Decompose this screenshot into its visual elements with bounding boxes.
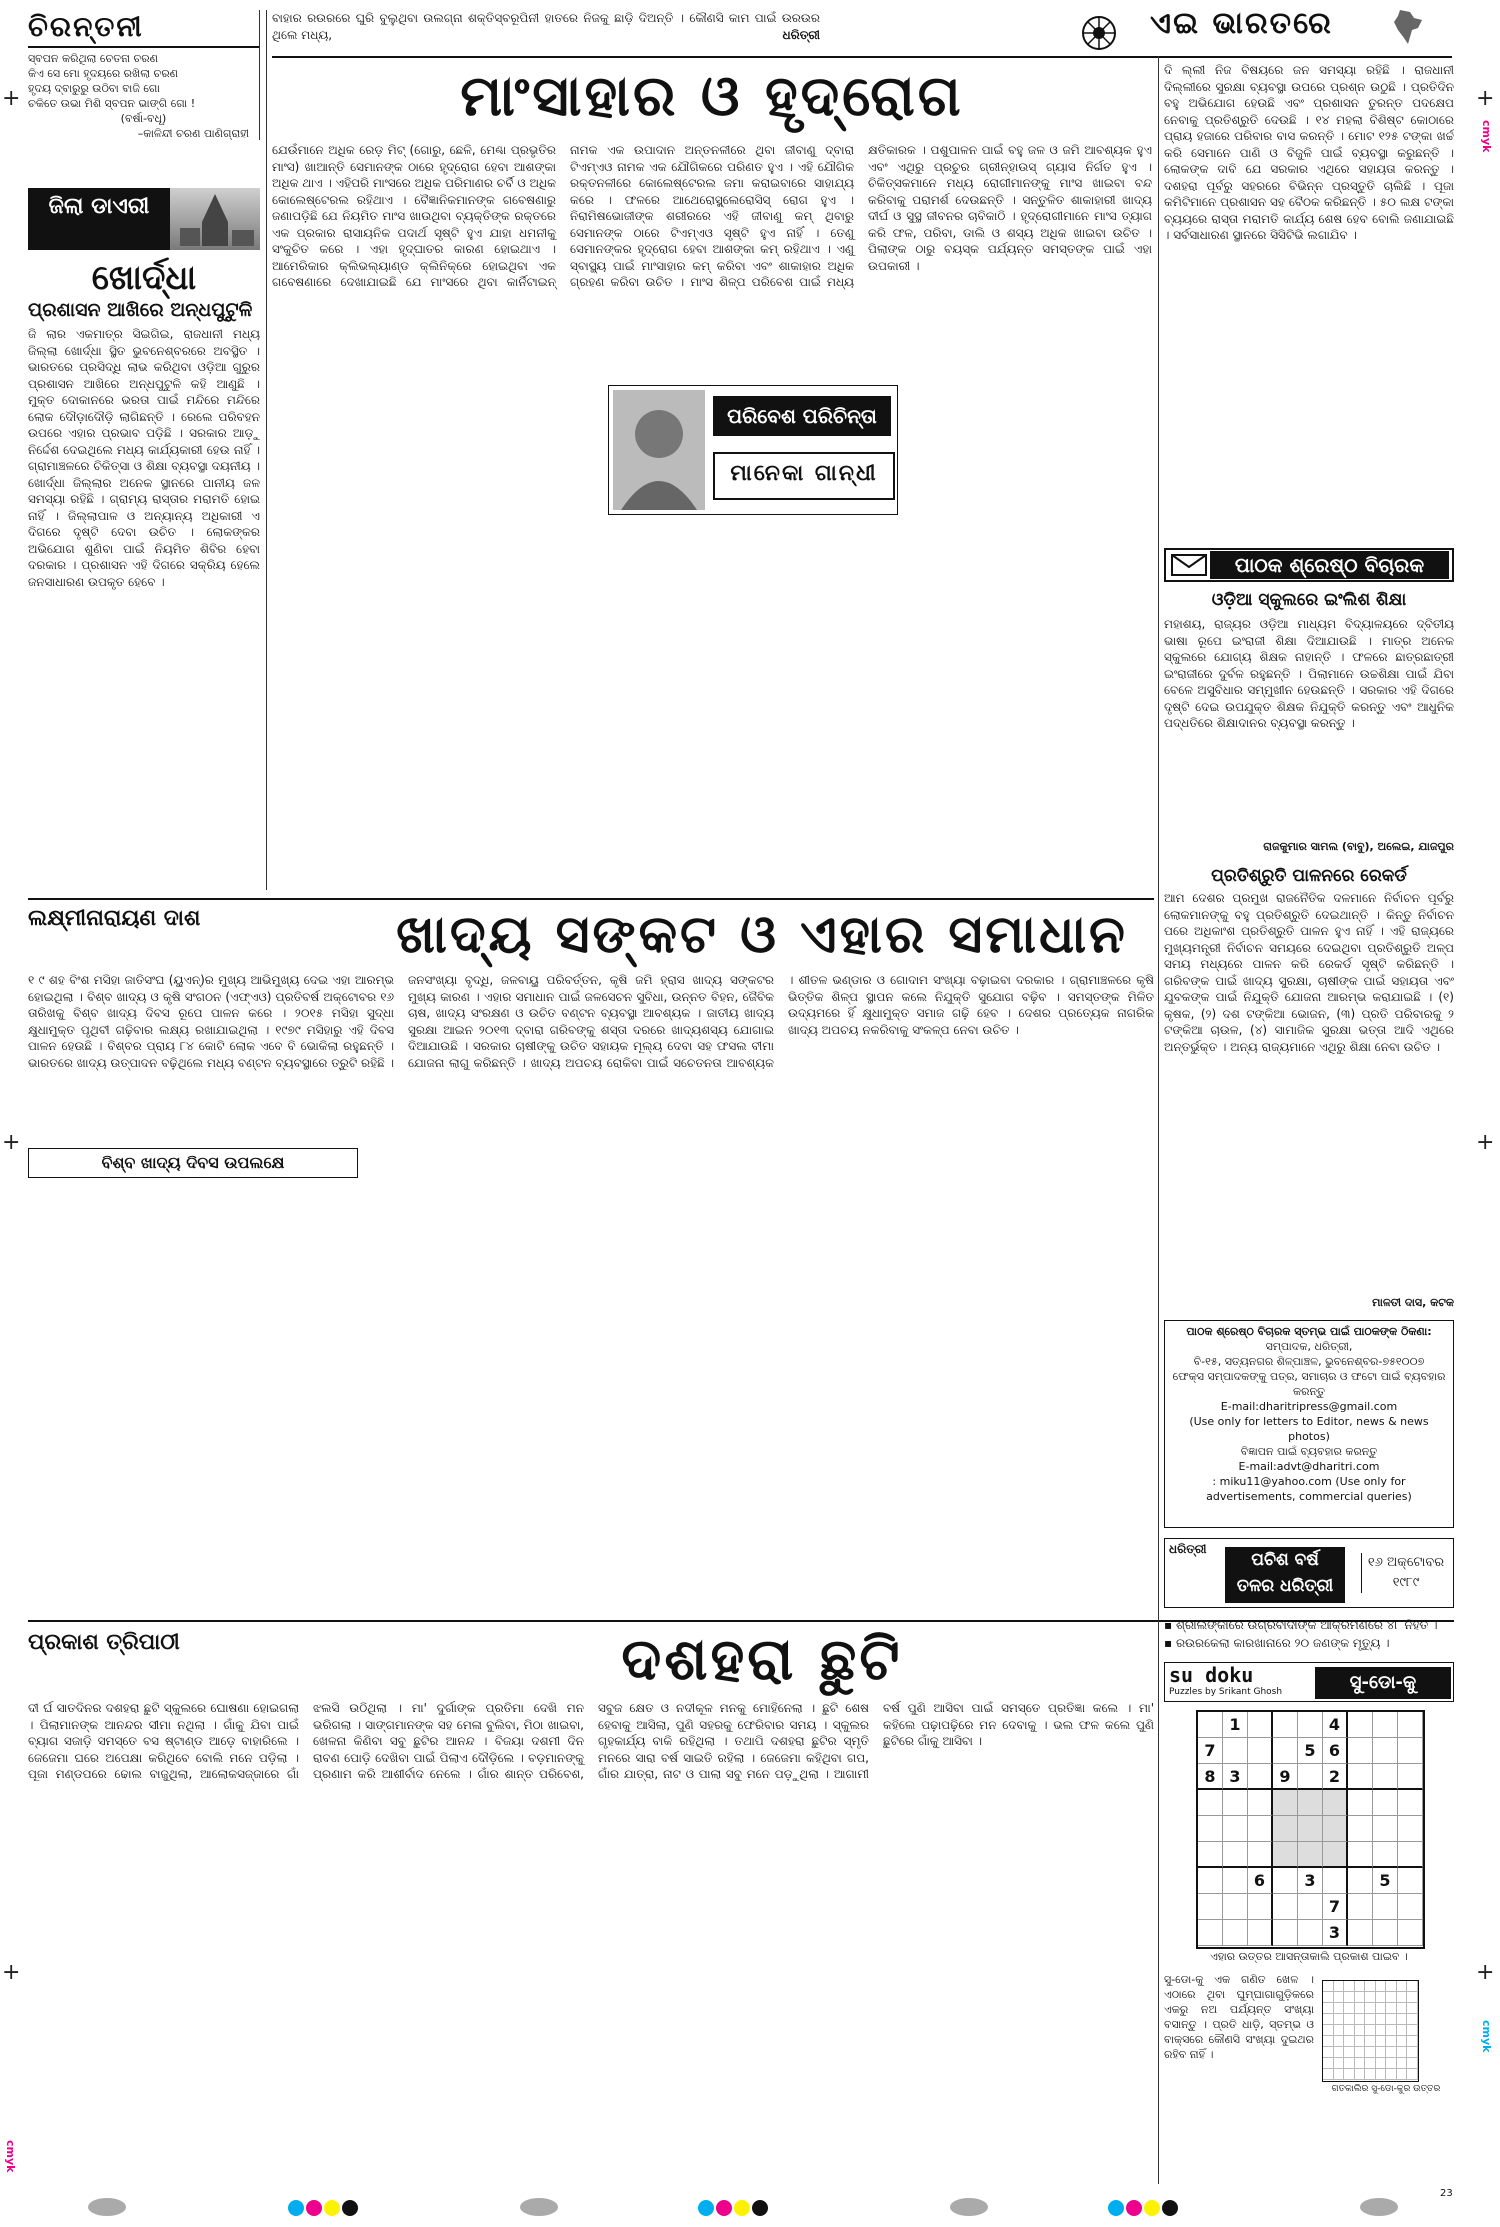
sudoku-cell[interactable] [1323, 1790, 1348, 1816]
contact-box [1164, 1320, 1454, 1528]
yellow-dot [734, 2200, 750, 2216]
sudoku-cell[interactable] [1273, 1920, 1298, 1946]
dharitri-25-date: ୧୬ ଅକ୍ଟୋବର ୧୯୮୯ [1361, 1553, 1450, 1593]
sudoku-cell[interactable] [1348, 1738, 1373, 1764]
sudoku-cell[interactable] [1298, 1764, 1323, 1790]
mini-sudoku-cell [1407, 2047, 1418, 2058]
sudoku-cell[interactable] [1298, 1920, 1323, 1946]
sudoku-cell[interactable] [1373, 1738, 1398, 1764]
mini-sudoku-cell [1386, 1992, 1397, 2003]
mini-sudoku-cell [1344, 1992, 1355, 2003]
mini-sudoku-cell [1344, 2036, 1355, 2047]
mini-sudoku-cell [1397, 2047, 1408, 2058]
magenta-dot [716, 2200, 732, 2216]
letter1-signature: ରାଜକୁମାର ସାମଲ (ବାବୁ), ଅଲେଇ, ଯାଜପୁର [1263, 840, 1454, 853]
sudoku-caption: ଏହାର ଉତ୍ତର ଆସନ୍ତାକାଲି ପ୍ରକାଶ ପାଇବ । [1210, 1950, 1408, 1963]
mini-sudoku-cell [1376, 2003, 1387, 2014]
letter2-title: ପ୍ରତିଶ୍ରୁତି ପାଳନରେ ରେକର୍ଡ [1211, 866, 1407, 886]
left-story-headline: ପ୍ରଶାସନ ଆଖିରେ ଅନ୍ଧପୁଟୁଳି [28, 299, 253, 321]
prakash-body: ଦୀ ର୍ଘ ସାତଦିନର ଦଶହରା ଛୁଟି ସ୍କୁଲରେ ଘୋଷଣା ହୋଇଗଲା । ପିଲାମାନଙ୍କ ଆନନ୍ଦର ସୀମା ନଥିଲା । ଗାଁକୁ ଯିବା ପାଇଁ ବ୍ୟାଗ ସଜାଡ଼ି ସମସ୍ତେ ବସ ଷ୍ଟାଣ୍ଡ ଆଡ଼େ ବାହାରିଲେ । ଜେଜେମା ଘରେ ଅପେକ୍ଷା କରିଥିବେ ବୋଲି ମନେ ପଡ଼ିଲା । ପୂଜା ମଣ୍ଡପରେ ଢୋଲ ବାଜୁଥିଲା, ଆଲୋକସଜ୍ଜାରେ ଗାଁ ଝଲସି ଉଠିଥିଲା । ମା' ଦୁର୍ଗାଙ୍କ ପ୍ରତିମା ଦେଖି ମନ ଭରିଗଲା । ସାଙ୍ଗମାନଙ୍କ ସହ ମେଳା ବୁଲିବା, ମିଠା ଖାଇବା, ଖେଳନା କିଣିବା ସବୁ ଛୁଟିର ଆନନ୍ଦ । ବିଜୟା ଦଶମୀ ଦିନ ରାବଣ ପୋଡ଼ି ଦେଖିବା ପାଇଁ ପିଲାଏ ଦୌଡ଼ିଲେ । ବଡ଼ମାନଙ୍କୁ ପ୍ରଣାମ କରି ଆଶୀର୍ବାଦ ନେଲେ । ଗାଁର ଶାନ୍ତ ପରିବେଶ, ସବୁଜ କ୍ଷେତ ଓ ନଦୀକୂଳ ମନକୁ ମୋହିନେଲା । ଛୁଟି ଶେଷ ହେବାକୁ ଆସିଲା, ପୁଣି ସହରକୁ ଫେରିବାର ସମୟ । ସ୍କୁଲର ଗୃହକାର୍ଯ୍ୟ ବାକି ରହିଥିଲା । ତଥାପି ଦଶହରା ଛୁଟିର ସ୍ମୃତି ମନରେ ସାରା ବର୍ଷ ସାଇତି ରହିଲା । ଜେଜେମା କହିଥିବା ଗପ, ଗାଁର ଯାତ୍ରା, ନାଟ ଓ ପାଲା ସବୁ ମନେ ପଡ଼ୁଥିଲା । ଆଗାମୀ ବର୍ଷ ପୁଣି ଆସିବା ପାଇଁ ସମସ୍ତେ ପ୍ରତିଜ୍ଞା କଲେ । ମା' କହିଲେ ପଢ଼ାପଢ଼ିରେ ମନ ଦେବାକୁ । ଭଲ ଫଳ କଲେ ପୁଣି ଛୁଟିରେ ଗାଁକୁ ଆସିବା । [28, 1701, 1154, 1781]
sudoku-cell[interactable] [1248, 1842, 1273, 1868]
letter1-body: ମହାଶୟ, ରାଜ୍ୟର ଓଡ଼ିଆ ମାଧ୍ୟମ ବିଦ୍ୟାଳୟରେ ଦ୍ବିତୀୟ ଭାଷା ରୂପେ ଇଂରାଜୀ ଶିକ୍ଷା ଦିଆଯାଉଛି । ମାତ୍ର ଅନେକ ସ୍କୁଲରେ ଯୋଗ୍ୟ ଶିକ୍ଷକ ନାହାନ୍ତି । ଫଳରେ ଛାତ୍ରଛାତ୍ରୀ ଇଂରାଜୀରେ ଦୁର୍ବଳ ରହୁଛନ୍ତି । ପିଲାମାନେ ଉଚ୍ଚଶିକ୍ଷା ପାଇଁ ଯିବା ବେଳେ ଅସୁବିଧାର ସମ୍ମୁଖୀନ ହେଉଛନ୍ତି । ସରକାର ଏହି ଦିଗରେ ଦୃଷ୍ଟି ଦେଇ ଉପଯୁକ୍ତ ଶିକ୍ଷକ ନିଯୁକ୍ତି କରନ୍ତୁ ଏବଂ ଆଧୁନିକ ପଦ୍ଧତିରେ ଶିକ୍ଷାଦାନର ବ୍ୟବସ୍ଥା କରନ୍ତୁ । [1164, 617, 1454, 730]
mini-sudoku-cell [1376, 2036, 1387, 2047]
yellow-dot [324, 2200, 340, 2216]
mini-sudoku-cell [1365, 2003, 1376, 2014]
mini-sudoku-cell [1344, 2058, 1355, 2069]
lakshmi-byline: ଲକ୍ଷ୍ମୀନାରାୟଣ ଦାଶ [28, 906, 201, 931]
mini-sudoku-cell [1344, 2014, 1355, 2025]
mini-sudoku-cell [1323, 2014, 1334, 2025]
mini-sudoku-cell [1407, 1981, 1418, 1992]
mini-sudoku-cell [1376, 2069, 1387, 2080]
sudoku-cell[interactable] [1373, 1842, 1398, 1868]
mini-sudoku-cell [1344, 2003, 1355, 2014]
mini-sudoku-cell [1376, 1992, 1387, 2003]
sudoku-cell[interactable] [1373, 1894, 1398, 1920]
mini-sudoku-cell [1355, 2003, 1366, 2014]
district-diary-box [28, 188, 260, 308]
top-notice-credit: ଧରିତ୍ରୀ [782, 28, 820, 42]
sudoku-cell[interactable]: 5 [1373, 1868, 1398, 1894]
sudoku-cell[interactable] [1273, 1712, 1298, 1738]
sudoku-header [1164, 1662, 1454, 1702]
mini-sudoku-cell [1407, 2014, 1418, 2025]
sudoku-cell[interactable] [1198, 1894, 1223, 1920]
sudoku-cell[interactable] [1198, 1712, 1223, 1738]
mini-sudoku-cell [1386, 2058, 1397, 2069]
india-map-icon [1388, 8, 1426, 48]
sudoku-cell[interactable] [1348, 1816, 1373, 1842]
mini-sudoku-cell [1355, 1992, 1366, 2003]
column-label: ପରିବେଶ ପରିଚିନ୍ତା [713, 396, 891, 436]
sudoku-cell[interactable] [1348, 1764, 1373, 1790]
top-notice [272, 10, 820, 54]
registration-strip [0, 2190, 1500, 2227]
sudoku-grid[interactable] [1196, 1710, 1425, 1949]
crop-mark: + [2, 86, 21, 111]
sudoku-cell[interactable] [1223, 1868, 1248, 1894]
sudoku-cell[interactable] [1348, 1842, 1373, 1868]
mini-sudoku-cell [1376, 2025, 1387, 2036]
sudoku-cell[interactable] [1198, 1816, 1223, 1842]
sudoku-cell[interactable] [1298, 1894, 1323, 1920]
district-name: ଖୋର୍ଦ୍ଧା [91, 258, 197, 298]
sudoku-cell[interactable] [1273, 1816, 1298, 1842]
sudoku-cell[interactable] [1248, 1764, 1273, 1790]
mini-sudoku-cell [1386, 2069, 1397, 2080]
contact-line: ସମ୍ପାଦକ, ଧରିତ୍ରୀ, [1265, 1340, 1353, 1353]
contact-email[interactable]: E-mail:dharitripress@gmail.com [1220, 1400, 1398, 1413]
mini-sudoku-cell [1386, 2025, 1397, 2036]
mini-sudoku-cell [1386, 2014, 1397, 2025]
lakshmi-body: ୧ ୯ ଶହ ବିଂଶ ମସିହା ଜାତିସଂଘ (ୟୁଏନ୍)ର ମୁଖ୍ୟ ଆଭିମୁଖ୍ୟ ଦେଇ ଏହା ଆରମ୍ଭ ହୋଇଥିଲା । ବିଶ୍ବ ଖାଦ୍ୟ ଓ କୃଷି ସଂଗଠନ (ଏଫ୍‌ଏଓ) ପ୍ରତିବର୍ଷ ଅକ୍ଟୋବର ୧୬ ତାରିଖକୁ ବିଶ୍ବ ଖାଦ୍ୟ ଦିବସ ରୂପେ ପାଳନ କରେ । ୨୦୧୫ ମସିହା ସୁଦ୍ଧା କ୍ଷୁଧାମୁକ୍ତ ପୃଥିବୀ ଗଢ଼ିବାର ଲକ୍ଷ୍ୟ ରଖାଯାଇଥିଲା । ୧୯୭୯ ମସିହାରୁ ଏହି ଦିବସ ପାଳନ ହେଉଛି । ବିଶ୍ବର ପ୍ରାୟ ୮୪ କୋଟି ଲୋକ ଏବେ ବି ଭୋକିଲା ରହୁଛନ୍ତି । ଭାରତରେ ଖାଦ୍ୟ ଉତ୍ପାଦନ ବଢ଼ିଥିଲେ ମଧ୍ୟ ବଣ୍ଟନ ବ୍ୟବସ୍ଥାରେ ତ୍ରୁଟି ରହିଛି । ଜନସଂଖ୍ୟା ବୃଦ୍ଧି, ଜଳବାୟୁ ପରିବର୍ତ୍ତନ, କୃଷି ଜମି ହ୍ରାସ ଖାଦ୍ୟ ସଙ୍କଟର ମୁଖ୍ୟ କାରଣ । ଏହାର ସମାଧାନ ପାଇଁ ଜଳସେଚନ ସୁବିଧା, ଉନ୍ନତ ବିହନ, ଜୈବିକ ଚାଷ, ଖାଦ୍ୟ ସଂରକ୍ଷଣ ଓ ଉଚିତ ବଣ୍ଟନ ବ୍ୟବସ୍ଥା ଆବଶ୍ୟକ । ଜାତୀୟ ଖାଦ୍ୟ ସୁରକ୍ଷା ଆଇନ ୨୦୧୩ ଦ୍ବାରା ଗରିବଙ୍କୁ ଶସ୍ତା ଦରରେ ଖାଦ୍ୟଶସ୍ୟ ଯୋଗାଇ ଦିଆଯାଉଛି । ସରକାର ଚାଷୀଙ୍କୁ ଉଚିତ ସହାୟକ ମୂଲ୍ୟ ଦେବା ସହ ଫସଲ ବୀମା ଯୋଜନା ଲାଗୁ କରିଛନ୍ତି । ଖାଦ୍ୟ ଅପଚୟ ରୋକିବା ପାଇଁ ସଚେତନତା ଆବଶ୍ୟକ । ଶୀତଳ ଭଣ୍ଡାର ଓ ଗୋଦାମ ସଂଖ୍ୟା ବଢ଼ାଇବା ଦରକାର । ଗ୍ରାମାଞ୍ଚଳରେ କୃଷି ଭିତ୍ତିକ ଶିଳ୍ପ ସ୍ଥାପନ କଲେ ନିଯୁକ୍ତି ସୁଯୋଗ ବଢ଼ିବ । ସମସ୍ତଙ୍କ ମିଳିତ ଉଦ୍ୟମରେ ହିଁ କ୍ଷୁଧାମୁକ୍ତ ସମାଜ ଗଢ଼ି ହେବ । ଦେଶର ପ୍ରତ୍ୟେକ ନାଗରିକ ଖାଦ୍ୟ ଅପଚୟ ନକରିବାକୁ ସଂକଳ୍ପ ନେବା ଉଚିତ । [28, 973, 1154, 1070]
sudoku-cell[interactable]: 8 [1198, 1764, 1223, 1790]
chirantani-poem-line: (ବର୍ଷା-ବଧୂ) [120, 112, 167, 125]
cyan-dot [698, 2200, 714, 2216]
sudoku-byline: Puzzles by Srikant Ghosh [1169, 1687, 1283, 1697]
mini-sudoku-cell [1323, 2025, 1334, 2036]
sudoku-cell[interactable]: 4 [1323, 1712, 1348, 1738]
author-box [608, 385, 898, 515]
sudoku-title-odia: ସୁ-ଡୋ-କୁ [1315, 1667, 1451, 1699]
mini-sudoku-cell [1355, 2058, 1366, 2069]
mini-sudoku-cell [1365, 2036, 1376, 2047]
mini-sudoku-cell [1386, 1981, 1397, 1992]
mini-sudoku-cell [1365, 1981, 1376, 1992]
sudoku-cell[interactable] [1323, 1868, 1348, 1894]
sudoku-cell[interactable] [1398, 1712, 1423, 1738]
crop-mark: + [1476, 1960, 1495, 1985]
envelope-icon [1170, 552, 1210, 578]
mini-sudoku-cell [1323, 2003, 1334, 2014]
col-divider [1158, 1534, 1159, 2184]
mini-sudoku-cell [1344, 2047, 1355, 2058]
sudoku-cell[interactable] [1373, 1816, 1398, 1842]
mini-sudoku-cell [1323, 2036, 1334, 2047]
mini-sudoku-cell [1334, 1992, 1345, 2003]
mini-sudoku-cell [1323, 1981, 1334, 1992]
prakash-headline: ଦଶହରା ଛୁଟି [621, 1625, 903, 1693]
list-item: ▪ ରଉରକେଲା କାରଖାନାରେ ୨୦ ଜଣଙ୍କ ମୃତ୍ୟୁ । [1164, 1636, 1390, 1650]
header-rule [272, 56, 1452, 58]
mini-sudoku-cell [1344, 2025, 1355, 2036]
dharitri-25-items [1164, 1616, 1454, 1652]
mini-sudoku-cell [1407, 2058, 1418, 2069]
cmyk-mark: cmyk [1480, 120, 1493, 153]
letters-box-header [1164, 548, 1454, 582]
mini-sudoku-cell [1365, 2069, 1376, 2080]
chirantani-box [28, 10, 260, 140]
chirantani-poem-line: ଚକିତେ ଉଭା ମିଶି ସ୍ବପନ ଭାଙ୍ଗି ଗୋ ! [28, 97, 196, 110]
mini-sudoku-cell [1323, 2058, 1334, 2069]
sudoku-cell[interactable]: 9 [1273, 1764, 1298, 1790]
chirantani-credit: –କାଳିନ୍ଦୀ ଚରଣ ପାଣିଗ୍ରାହୀ [137, 127, 249, 140]
mini-sudoku-cell [1355, 2047, 1366, 2058]
sudoku-cell[interactable] [1248, 1738, 1273, 1764]
sudoku-cell[interactable] [1198, 1842, 1223, 1868]
chirantani-poem-line: ହୃଦୟ ଦ୍ବାରୁରୁ ଉଠିବା ବାଜି ଗୋ [28, 82, 160, 95]
mini-sudoku-cell [1386, 2003, 1397, 2014]
mini-sudoku-cell [1407, 1992, 1418, 2003]
mini-sudoku-cell [1376, 2058, 1387, 2069]
sudoku-cell[interactable] [1273, 1790, 1298, 1816]
mini-sudoku-cell [1397, 2025, 1408, 2036]
sudoku-cell[interactable] [1273, 1894, 1298, 1920]
contact-email[interactable]: : miku11@yahoo.com (Use only for [1212, 1475, 1406, 1488]
sudoku-cell[interactable] [1348, 1868, 1373, 1894]
mini-sudoku-cell [1397, 1992, 1408, 2003]
letter2-signature: ମାଳତୀ ଦାସ, କଟକ [1372, 1296, 1454, 1309]
mini-sudoku-cell [1376, 2047, 1387, 2058]
sudoku-cell[interactable] [1348, 1790, 1373, 1816]
letters-box-title: ପାଠକ ଶ୍ରେଷ୍ଠ ବିଚାରକ [1210, 551, 1449, 579]
sudoku-cell[interactable] [1298, 1712, 1323, 1738]
sudoku-cell[interactable] [1373, 1920, 1398, 1946]
sudoku-cell[interactable] [1323, 1816, 1348, 1842]
dharitri-25-box [1164, 1538, 1454, 1608]
top-notice-text: ବାହାର ରଉରରେ ଘୁରି ବୁଲୁଥିବା ଉଲଗ୍ନା ଶକ୍ତିସ୍ବରୂପିନୀ ହାତରେ ନିଜକୁ ଛାଡ଼ି ଦିଅନ୍ତି । କୌଣସି କାମ ପାଇଁ ଉରଉର ଥିଲେ ମଧ୍ୟ, [272, 11, 820, 42]
sudoku-cell[interactable] [1398, 1790, 1423, 1816]
sudoku-cell[interactable] [1348, 1712, 1373, 1738]
lakshmi-subhead: ବିଶ୍ବ ଖାଦ୍ୟ ଦିବସ ଉପଲକ୍ଷେ [28, 1148, 358, 1178]
sudoku-cell[interactable] [1248, 1712, 1273, 1738]
mini-sudoku-cell [1407, 2036, 1418, 2047]
black-dot [752, 2200, 768, 2216]
sudoku-brand: su doku [1169, 1663, 1254, 1687]
author-name: ମାନେକା ଗାନ୍ଧୀ [713, 452, 895, 500]
mini-sudoku-cell [1407, 2003, 1418, 2014]
sudoku-cell[interactable] [1398, 1738, 1423, 1764]
magenta-dot [306, 2200, 322, 2216]
list-item: ▪ ଶ୍ରୀଲଙ୍କାରେ ଉଗ୍ରବାଦୀଙ୍କ ଆକ୍ରମଣରେ ୪୮ ନିହତ । [1164, 1618, 1438, 1632]
main-headline: ମାଂସାହାର ଓ ହୃଦ୍‌ରୋଗ [460, 64, 964, 129]
sudoku-cell[interactable] [1248, 1790, 1273, 1816]
yellow-dot [1144, 2200, 1160, 2216]
crop-mark: + [2, 1130, 21, 1155]
sudoku-cell[interactable]: 6 [1323, 1738, 1348, 1764]
black-dot [1162, 2200, 1178, 2216]
sudoku-cell[interactable] [1298, 1816, 1323, 1842]
sudoku-cell[interactable] [1348, 1920, 1373, 1946]
sudoku-cell[interactable] [1273, 1868, 1298, 1894]
col-divider [1158, 56, 1159, 1626]
crop-mark: + [1476, 86, 1495, 111]
sudoku-cell[interactable] [1223, 1894, 1248, 1920]
mini-sudoku-cell [1334, 2069, 1345, 2080]
cyan-dot [288, 2200, 304, 2216]
sudoku-cell[interactable] [1223, 1816, 1248, 1842]
mini-sudoku-cell [1355, 2036, 1366, 2047]
cmyk-mark: cmyk [4, 2140, 17, 2173]
contact-intro: ପାଠକ ଶ୍ରେଷ୍ଠ ବିଚାରକ ସ୍ତମ୍ଭ ପାଇଁ ପାଠକଙ୍କ ଠିକଣା: [1186, 1325, 1432, 1338]
mini-sudoku-cell [1397, 1981, 1408, 1992]
contact-email[interactable]: E-mail:advt@dharitri.com [1238, 1460, 1380, 1473]
sudoku-cell[interactable] [1398, 1920, 1423, 1946]
mini-sudoku-cell [1344, 2069, 1355, 2080]
mini-sudoku-cell [1355, 2014, 1366, 2025]
sudoku-cell[interactable] [1248, 1920, 1273, 1946]
main-story-body: ଯେଉଁମାନେ ଅଧିକ ରେଡ଼ ମିଟ୍ (ଗୋରୁ, ଛେଳି, ମେଣ୍ଢା ପ୍ରଭୃତିର ମାଂସ) ଖାଆନ୍ତି ସେମାନଙ୍କ ଠାରେ ହୃଦ୍‌ରୋଗ ହେବା ଆଶଙ୍କା ଅଧିକ ଥାଏ । ଏହିପରି ମାଂସରେ ଅଧିକ ପରିମାଣର ଚର୍ବି ଓ ଅଧିକ କୋଲେଷ୍ଟେରଲ ରହିଥାଏ । ବୈଜ୍ଞାନିକମାନଙ୍କ ଗବେଷଣାରୁ ଜଣାପଡ଼ିଛି ଯେ ନିୟମିତ ମାଂସ ଖାଉଥିବା ବ୍ୟକ୍ତିଙ୍କ ରକ୍ତରେ ଏକ ପ୍ରକାର ରାସାୟନିକ ପଦାର୍ଥ ସୃଷ୍ଟି ହୁଏ ଯାହା ଧମନୀକୁ ସଂକୁଚିତ କରେ । ଏହା ହୃଦ୍‌ଘାତର କାରଣ ହୋଇଥାଏ । ଆମେରିକାର କ୍ଲିଭଲ୍ୟାଣ୍ଡ କ୍ଲିନିକ୍‌ରେ ହୋଇଥିବା ଏକ ଗବେଷଣାରେ ଦେଖାଯାଇଛି ଯେ ମାଂସରେ ଥିବା କାର୍ନିଟାଇନ୍ ନାମକ ଏକ ଉପାଦାନ ଅନ୍ତନଳୀରେ ଥିବା ଜୀବାଣୁ ଦ୍ବାରା ଟିଏମ୍‌ଏଓ ନାମକ ଏକ ଯୌଗିକରେ ପରିଣତ ହୁଏ । ଏହି ଯୌଗିକ ରକ୍ତନଳୀରେ କୋଲେଷ୍ଟେରଲ ଜମା କରାଇବାରେ ସାହାଯ୍ୟ କରେ । ଫଳରେ ଆଥେରୋସ୍କ୍ଲେରୋସିସ୍ ରୋଗ ହୁଏ । ନିରାମିଷଭୋଜୀଙ୍କ ଶରୀରରେ ଏହି ଜୀବାଣୁ କମ୍ ଥିବାରୁ ସେମାନଙ୍କ ଠାରେ ଟିଏମ୍‌ଏଓ ସୃଷ୍ଟି ହୁଏ ନାହିଁ । ତେଣୁ ସେମାନଙ୍କର ହୃଦ୍‌ରୋଗ ହେବା ଆଶଙ୍କା କମ୍ ରହିଥାଏ । ଏଣୁ ସ୍ବାସ୍ଥ୍ୟ ପାଇଁ ମାଂସାହାର କମ୍ କରିବା ଏବଂ ଶାକାହାର ଅଧିକ ଗ୍ରହଣ କରିବା ଉଚିତ । ମାଂସ ଶିଳ୍ପ ପରିବେଶ ପାଇଁ ମଧ୍ୟ କ୍ଷତିକାରକ । ପଶୁପାଳନ ପାଇଁ ବହୁ ଜଳ ଓ ଜମି ଆବଶ୍ୟକ ହୁଏ ଏବଂ ଏଥିରୁ ପ୍ରଚୁର ଗ୍ରୀନ୍‌ହାଉସ୍ ଗ୍ୟାସ ନିର୍ଗତ ହୁଏ । ଚିକିତ୍ସକମାନେ ମଧ୍ୟ ରୋଗୀମାନଙ୍କୁ ମାଂସ ଖାଇବା ବନ୍ଦ କରିବାକୁ ପରାମର୍ଶ ଦେଉଛନ୍ତି । ସନ୍ତୁଳିତ ଶାକାହାରୀ ଖାଦ୍ୟ ଦୀର୍ଘ ଓ ସୁସ୍ଥ ଜୀବନର ଚାବିକାଠି । ହୃଦ୍‌ରୋଗୀମାନେ ମାଂସ ତ୍ୟାଗ କରି ଫଳ, ପରିବା, ଡାଲି ଓ ଶସ୍ୟ ଅଧିକ ଖାଇବା ଉଚିତ । ପିଲାଙ୍କ ଠାରୁ ବୟସ୍କ ପର୍ଯ୍ୟନ୍ତ ସମସ୍ତଙ୍କ ପାଇଁ ଏହା ଉପକାରୀ । [272, 143, 1152, 289]
registration-dot [950, 2198, 988, 2216]
contact-email-note: advertisements, commercial queries) [1206, 1490, 1412, 1503]
sudoku-cell[interactable] [1373, 1712, 1398, 1738]
sudoku-cell[interactable] [1398, 1816, 1423, 1842]
sudoku-cell[interactable] [1373, 1764, 1398, 1790]
district-diary-label: ଜିଲା ଡାଏରୀ [28, 188, 170, 250]
mini-sudoku-cell [1323, 1992, 1334, 2003]
sudoku-cell[interactable]: 5 [1298, 1738, 1323, 1764]
sudoku-cell[interactable] [1398, 1868, 1423, 1894]
mini-sudoku-cell [1334, 2036, 1345, 2047]
sudoku-cell[interactable] [1248, 1894, 1273, 1920]
section-title-ei-bharatare: ଏଇ ଭାରତରେ [1150, 6, 1450, 52]
sudoku-cell[interactable]: 2 [1323, 1764, 1348, 1790]
mini-sudoku-cell [1334, 1981, 1345, 1992]
sudoku-cell[interactable] [1248, 1816, 1273, 1842]
mini-sudoku-cell [1344, 1981, 1355, 1992]
dharitri-25-title: ପଚିଶ ବର୍ଷ ତଳର ଧରିତ୍ରୀ [1225, 1547, 1345, 1603]
black-dot [342, 2200, 358, 2216]
mini-sudoku-cell [1397, 2069, 1408, 2080]
sudoku-cell[interactable] [1223, 1920, 1248, 1946]
lakshmi-headline: ଖାଦ୍ୟ ସଙ୍କଟ ଓ ଏହାର ସମାଧାନ [396, 905, 1128, 965]
mini-sudoku-cell [1334, 2058, 1345, 2069]
contact-line: ବି-୧୫, ସତ୍ୟନଗର ଶିଳ୍ପାଞ୍ଚଳ, ଭୁବନେଶ୍ବର-୭୫୧୦୦୭ [1193, 1355, 1425, 1368]
mini-sudoku-cell [1376, 1981, 1387, 1992]
right-story-body: ଦି ଲ୍ଲୀ ନିଜ ବିଷୟରେ ଜନ ସମସ୍ୟା ରହିଛି । ରାଜଧାନୀ ଦିଲ୍ଲୀରେ ସୁରକ୍ଷା ବ୍ୟବସ୍ଥା ଉପରେ ପ୍ରଶ୍ନ ଉଠୁଛି । ପ୍ରତିଦିନ ବହୁ ଅଭିଯୋଗ ହେଉଛି ଏବଂ ପ୍ରଶାସନ ତୁରନ୍ତ ପଦକ୍ଷେପ ନେବାକୁ ପ୍ରତିଶ୍ରୁତି ଦେଉଛି । ୧୪ ମହଲା ବିଶିଷ୍ଟ କୋଠାରେ ପ୍ରାୟ ହଜାରେ ପରିବାର ବାସ କରନ୍ତି । ମୋଟ ୧୨୫ ଟଙ୍କା ଖର୍ଚ୍ଚ କରି ସେମାନେ ପାଣି ଓ ବିଜୁଳି ପାଇଁ ବ୍ୟବସ୍ଥା କରୁଛନ୍ତି । ଲୋକଙ୍କ ଦାବି ଯେ ସରକାର ଏଥିରେ ସହାୟତା କରନ୍ତୁ । ଦଶହରା ପୂର୍ବରୁ ସହରରେ ବିଭିନ୍ନ ପ୍ରସ୍ତୁତି ଚାଲିଛି । ପୂଜା କମିଟିମାନେ ପ୍ରଶାସନ ସହ ବୈଠକ କରିଛନ୍ତି । ୫୦ ଲକ୍ଷ ଟଙ୍କା ବ୍ୟୟରେ ରାସ୍ତା ମରାମତି କାର୍ଯ୍ୟ ଶେଷ ହେବ ବୋଲି ଜଣାଯାଇଛି । ସର୍ବସାଧାରଣ ସ୍ଥାନରେ ସିସିଟିଭି ଲଗାଯିବ । [1164, 63, 1454, 242]
sudoku-instructions: ସୁ-ଡୋ-କୁ ଏକ ଗଣିତ ଖେଳ । ଏଠାରେ ଥିବା ଘୁମ୍‌ଘାଗାଗୁଡ଼ିକରେ ଏକରୁ ନଅ ପର୍ଯ୍ୟନ୍ତ ସଂଖ୍ୟା ବସାନ୍ତୁ । ପ୍ରତି ଧାଡ଼ି, ସ୍ତମ୍ଭ ଓ ବାକ୍ସରେ କୌଣସି ସଂଖ୍ୟା ଦୁଇଥର ରହିବ ନାହିଁ । [1164, 1973, 1314, 2061]
sudoku-cell[interactable] [1398, 1894, 1423, 1920]
contact-line: ଫେକ୍ସ ସମ୍ପାଦକଙ୍କୁ ପତ୍ର, ସମାଚାର ଓ ଫଟୋ ପାଇଁ ବ୍ୟବହାର କରନ୍ତୁ [1172, 1370, 1446, 1398]
chirantani-title: ଚିରନ୍ତନୀ [28, 10, 144, 43]
registration-dot [88, 2198, 126, 2216]
sudoku-cell[interactable]: 3 [1323, 1920, 1348, 1946]
mini-sudoku-cell [1386, 2047, 1397, 2058]
mini-sudoku-cell [1334, 2014, 1345, 2025]
sudoku-cell[interactable]: 6 [1248, 1868, 1273, 1894]
ornament-icon [1080, 14, 1118, 52]
sudoku-cell[interactable]: 3 [1223, 1764, 1248, 1790]
mini-sudoku-cell [1365, 2058, 1376, 2069]
sudoku-cell[interactable] [1223, 1790, 1248, 1816]
mini-sudoku-cell [1397, 2058, 1408, 2069]
sudoku-cell[interactable] [1198, 1790, 1223, 1816]
temple-photo [170, 188, 260, 250]
sudoku-cell[interactable] [1398, 1764, 1423, 1790]
mini-sudoku-cell [1334, 2025, 1345, 2036]
sudoku-cell[interactable]: 1 [1223, 1712, 1248, 1738]
sudoku-cell[interactable] [1223, 1738, 1248, 1764]
sudoku-cell[interactable] [1198, 1920, 1223, 1946]
dharitri-25-tag: ଧରିତ୍ରୀ [1169, 1542, 1207, 1556]
contact-fax-note: ବିଜ୍ଞାପନ ପାଇଁ ବ୍ୟବହାର କରନ୍ତୁ [1240, 1445, 1378, 1458]
mini-sudoku-cell [1334, 2003, 1345, 2014]
registration-dot [520, 2198, 558, 2216]
mini-sudoku-cell [1365, 1992, 1376, 2003]
sudoku-cell[interactable] [1298, 1842, 1323, 1868]
mini-sudoku-cell [1355, 2069, 1366, 2080]
prakash-byline: ପ୍ରକାଶ ତ୍ରିପାଠୀ [28, 1630, 180, 1655]
sudoku-cell[interactable] [1323, 1842, 1348, 1868]
mini-sudoku-cell [1365, 2025, 1376, 2036]
sudoku-cell[interactable]: 3 [1298, 1868, 1323, 1894]
sudoku-cell[interactable]: 7 [1198, 1738, 1223, 1764]
mini-sudoku-cell [1397, 2003, 1408, 2014]
mini-sudoku-cell [1376, 2014, 1387, 2025]
mini-sudoku-cell [1407, 2025, 1418, 2036]
chirantani-poem-line: କିଏ ସେ ମୋ ହୃଦୟରେ ରଖିଲା ଚରଣ [28, 67, 178, 80]
registration-dot [1360, 2198, 1398, 2216]
section-rule [28, 898, 1154, 900]
page-number: 23 [1440, 2188, 1453, 2199]
letter1-title: ଓଡ଼ିଆ ସ୍କୁଲରେ ଇଂଲିଶ ଶିକ୍ଷା [1211, 590, 1407, 610]
letter2-body: ଆମ ଦେଶର ପ୍ରମୁଖ ରାଜନୈତିକ ଦଳମାନେ ନିର୍ବାଚନ ପୂର୍ବରୁ ଲୋକମାନଙ୍କୁ ବହୁ ପ୍ରତିଶ୍ରୁତି ଦେଇଥାନ୍ତି । କିନ୍ତୁ ନିର୍ବାଚନ ପରେ ଅଧିକାଂଶ ପ୍ରତିଶ୍ରୁତି ପାଳନ ହୁଏ ନାହିଁ । ଏହି ରାଜ୍ୟରେ ମୁଖ୍ୟମନ୍ତ୍ରୀ ନିର୍ବାଚନ ସମୟରେ ଦେଇଥିବା ପ୍ରତିଶ୍ରୁତି ଅଳ୍ପ ସମୟ ମଧ୍ୟରେ ପାଳନ କରି ରେକର୍ଡ ସୃଷ୍ଟି କରିଛନ୍ତି । ଗରିବଙ୍କ ପାଇଁ ଖାଦ୍ୟ ସୁରକ୍ଷା, ଚାଷୀଙ୍କ ପାଇଁ ସହାୟତା ଏବଂ ଯୁବକଙ୍କ ପାଇଁ ନିଯୁକ୍ତି ଯୋଜନା ଆରମ୍ଭ କରାଯାଇଛି । (୧) କୃଷକ, (୨) ଦଶ ଟଙ୍କିଆ ଭୋଜନ, (୩) ପ୍ରତି ପରିବାରକୁ ୨ ଟଙ୍କିଆ ଚାଉଳ, (୪) ସାମାଜିକ ସୁରକ୍ଷା ଭତ୍ତା ଆଦି ଏଥିରେ ଅନ୍ତର୍ଭୁକ୍ତ । ଅନ୍ୟ ରାଜ୍ୟମାନେ ଏଥିରୁ ଶିକ୍ଷା ନେବା ଉଚିତ । [1164, 891, 1454, 1054]
author-photo [613, 390, 705, 510]
mini-sudoku-cell [1397, 2014, 1408, 2025]
mini-sudoku-cell [1334, 2047, 1345, 2058]
mini-sudoku-cell [1397, 2036, 1408, 2047]
sudoku-cell[interactable] [1273, 1738, 1298, 1764]
sudoku-cell[interactable] [1373, 1790, 1398, 1816]
previous-sudoku-label: ଗତକାଲିର ସୁ-ଡୋ-କୁର ଉତ୍ତର [1331, 2084, 1441, 2094]
sudoku-cell[interactable] [1198, 1868, 1223, 1894]
mini-sudoku-cell [1355, 2025, 1366, 2036]
mini-sudoku-cell [1355, 1981, 1366, 1992]
crop-mark: + [2, 1960, 21, 1985]
crop-mark: + [1476, 1130, 1495, 1155]
sudoku-cell[interactable] [1273, 1842, 1298, 1868]
mini-sudoku-cell [1323, 2047, 1334, 2058]
col-divider [266, 10, 267, 890]
chirantani-poem-line: ସ୍ବପନ କରିଥିଲା ଚେତନା ଚରଣ [28, 52, 158, 65]
cmyk-mark: cmyk [1480, 2020, 1493, 2053]
mini-sudoku-cell [1365, 2047, 1376, 2058]
sudoku-cell[interactable] [1298, 1790, 1323, 1816]
previous-sudoku-solution [1322, 1980, 1419, 2082]
mini-sudoku-cell [1323, 2069, 1334, 2080]
sudoku-cell[interactable] [1348, 1894, 1373, 1920]
mini-sudoku-cell [1386, 2036, 1397, 2047]
sudoku-cell[interactable] [1398, 1842, 1423, 1868]
mini-sudoku-cell [1407, 2069, 1418, 2080]
cyan-dot [1108, 2200, 1124, 2216]
left-story-body: ଜି ଲାର ଏକମାତ୍ର ସିଇଗିଇ, ରାଜଧାନୀ ମଧ୍ୟ ଜିଲ୍ଲା ଖୋର୍ଦ୍ଧା ସ୍ଥିତ ଭୁବନେଶ୍ବରରେ ଅବସ୍ଥିତ । ଭାରତରେ ପ୍ରସିଦ୍ଧି ଲାଭ କରିଥିବା ଓଡ଼ିଆ ଗୁରୁର ପ୍ରଶାସନ ଆଖିରେ ଅନ୍ଧପୁଟୁଳି କହି ଆଣୁଛି । ମୁକ୍ତ ଦୋକାନରେ ଭରତା ପାଇଁ ମନ୍ଦିରେ ମନ୍ଦିରେ ଲୋକ ଦୌଡ଼ାଦୌଡ଼ି ଲାଗିଛନ୍ତି । ରେଲେ ପରିବହନ ଉପରେ ଏହାର ପ୍ରଭାବ ପଡ଼ିଛି । ସରକାର ଆଡ଼ୁ ନିର୍ଦ୍ଦେଶ ଦେଇଥିଲେ ମଧ୍ୟ କାର୍ଯ୍ୟକାରୀ ହେଉ ନାହିଁ । ଗ୍ରାମାଞ୍ଚଳରେ ଚିକିତ୍ସା ଓ ଶିକ୍ଷା ବ୍ୟବସ୍ଥା ଦୟନୀୟ । ଖୋର୍ଦ୍ଧା ଜିଲ୍ଲାର ଅନେକ ସ୍ଥାନରେ ପାନୀୟ ଜଳ ସମସ୍ୟା ରହିଛି । ଗ୍ରାମ୍ୟ ରାସ୍ତାର ମରାମତି ହୋଇ ନାହିଁ । ଜିଲ୍ଲାପାଳ ଓ ଅନ୍ୟାନ୍ୟ ଅଧିକାରୀ ଏ ଦିଗରେ ଦୃଷ୍ଟି ଦେବା ଉଚିତ । ଲୋକଙ୍କର ଅଭିଯୋଗ ଶୁଣିବା ପାଇଁ ନିୟମିତ ଶିବିର ହେବା ଦରକାର । ପ୍ରଶାସନ ଏହି ଦିଗରେ ସକ୍ରିୟ ହେଲେ ଜନସାଧାରଣ ଉପକୃତ ହେବେ । [28, 327, 260, 589]
mini-sudoku-cell [1365, 2014, 1376, 2025]
contact-email-note: (Use only for letters to Editor, news & news photos) [1189, 1415, 1429, 1443]
sudoku-cell[interactable]: 7 [1323, 1894, 1348, 1920]
magenta-dot [1126, 2200, 1142, 2216]
sudoku-cell[interactable] [1223, 1842, 1248, 1868]
